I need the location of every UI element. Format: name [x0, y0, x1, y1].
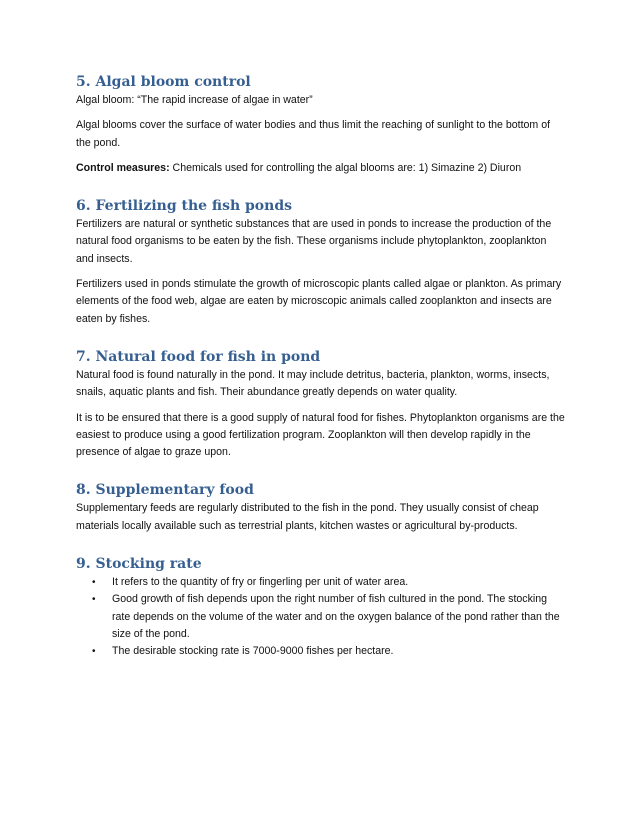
section-fertilizing-fish-ponds: [76, 196, 566, 328]
list-item: [92, 643, 566, 660]
bullet-icon: •: [92, 577, 96, 589]
paragraph: Fertilizers are natural or synthetic substances that are used in ponds to increase the production of the natural food organisms to be eaten by the fish. These organisms include phytoplankton, zooplankton and insects.: [76, 218, 552, 265]
section-algal-bloom-control: [76, 72, 566, 177]
control-measures-paragraph: [76, 160, 566, 177]
section-heading: 9. Stocking rate: [76, 556, 202, 573]
paragraph: Fertilizers used in ponds stimulate the growth of microscopic plants called algae or plankton. As primary elements of the food web, algae are eaten by microscopic animals called zooplankton and insects are eaten by fishes.: [76, 278, 562, 325]
paragraph: It is to be ensured that there is a good supply of natural food for fishes. Phytoplankton organisms are the easiest to produce using a good fertilization program. Zooplankton will then develop rapidly in the presence of algae to graze upon.: [76, 411, 565, 459]
list-item-text: It refers to the quantity of fry or fingerling per unit of water area.: [112, 576, 409, 589]
bullet-icon: •: [92, 594, 96, 606]
section-stocking-rate: [76, 554, 566, 660]
document-page: [76, 72, 566, 661]
paragraph: Algal bloom: “The rapid increase of algae in water”: [76, 94, 313, 106]
section-heading: 8. Supplementary food: [76, 482, 254, 499]
paragraph: Natural food is found naturally in the pond. It may include detritus, bacteria, plankton, worms, insects, snails, aquatic plants and fish. Their abundance greatly depends on water quality.: [76, 368, 550, 399]
section-supplementary-food: [76, 480, 566, 535]
list-item: [92, 574, 566, 591]
paragraph: Algal blooms cover the surface of water bodies and thus limit the reaching of sunlight to the bottom of the pond.: [76, 119, 551, 149]
section-heading: 5. Algal bloom control: [76, 74, 251, 90]
section-natural-food: [76, 347, 566, 461]
list-item-text: Good growth of fish depends upon the right number of fish cultured in the pond. The stocking rate depends on the volume of the water and on the oxygen balance of the pond rather than the size of the pond.: [112, 593, 560, 640]
bullet-list: [76, 574, 566, 660]
control-measures-text: Chemicals used for controlling the algal blooms are: 1) Simazine 2) Diuron: [169, 161, 522, 174]
bullet-icon: •: [92, 646, 96, 658]
control-measures-label: Control measures:: [76, 161, 170, 174]
section-heading: 6. Fertilizing the fish ponds: [76, 198, 292, 215]
paragraph: Supplementary feeds are regularly distributed to the fish in the pond. They usually consist of cheap materials locally available such as terrestrial plants, kitchen wastes or agricultural by-products.: [76, 502, 539, 532]
list-item-text: The desirable stocking rate is 7000-9000 fishes per hectare.: [112, 645, 394, 658]
section-heading: 7. Natural food for fish in pond: [76, 348, 321, 365]
list-item: [92, 591, 566, 643]
